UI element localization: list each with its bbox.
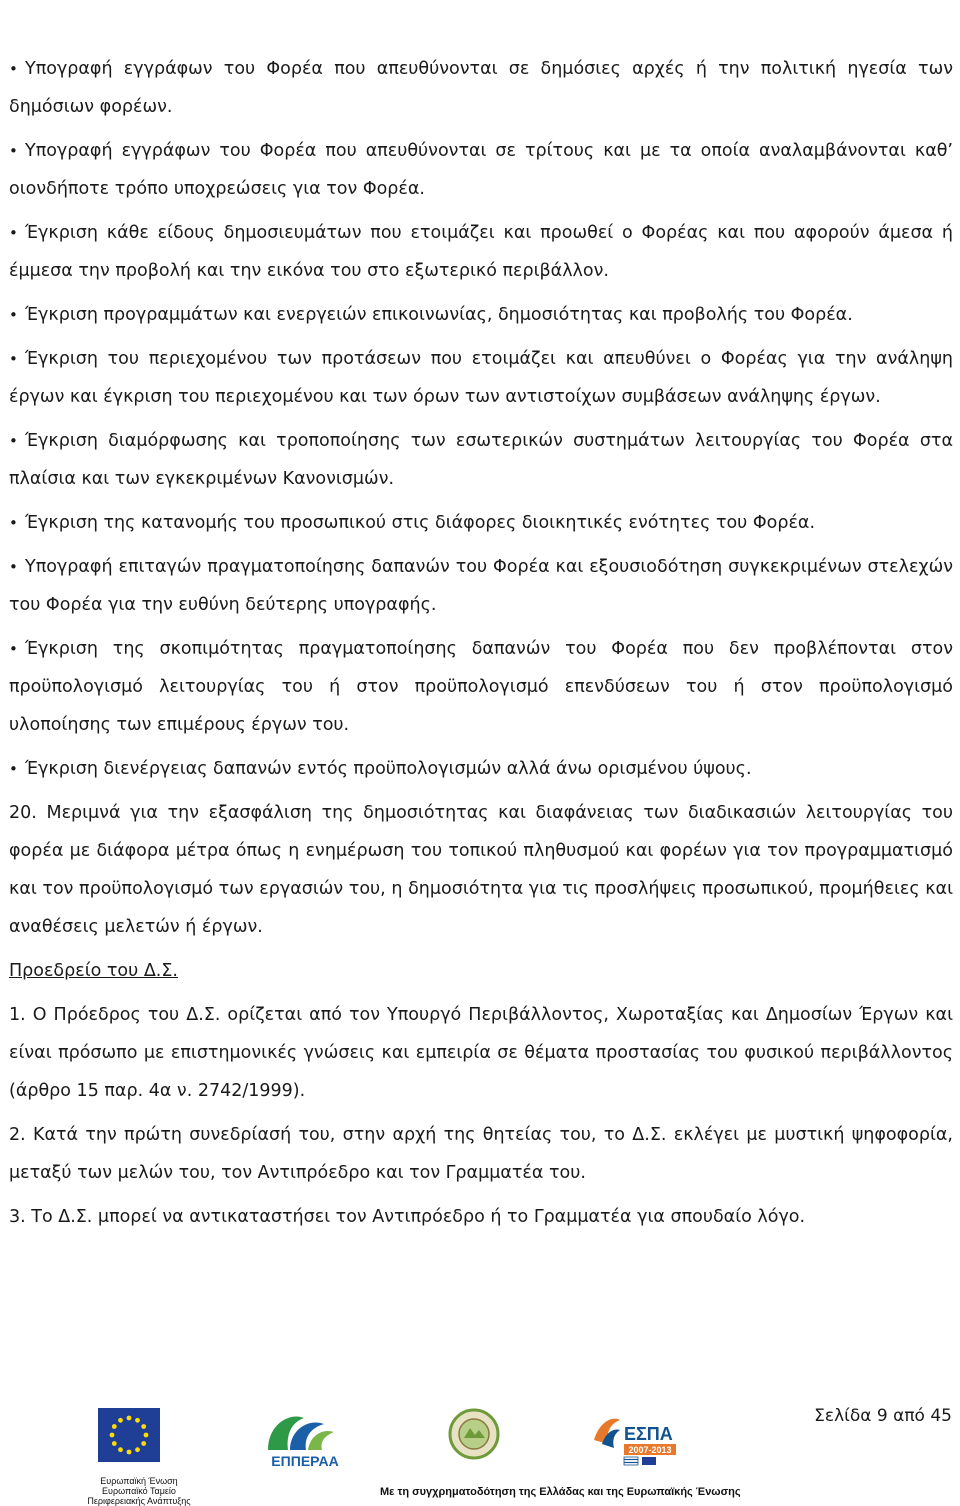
bullet-icon: •: [9, 306, 18, 324]
bullet-icon: •: [9, 350, 18, 368]
eu-star-icon: [112, 1424, 117, 1429]
bullet-icon: •: [9, 760, 18, 778]
bullet-text: Υπογραφή εγγράφων του Φορέα που απευθύνονται σε δημόσιες αρχές ή την πολιτική ηγεσία των δημόσιων φορέων.: [9, 59, 953, 117]
eu-star-icon: [118, 1447, 123, 1452]
eu-star-icon: [127, 1416, 132, 1421]
bullet-text: Υπογραφή επιταγών πραγματοποίησης δαπανών του Φορέα και εξουσιοδότηση συγκεκριμένων στελεχών του Φορέα για την ευθύνη δεύτερης υπογραφής.: [9, 557, 953, 615]
bullet-text: Έγκριση της σκοπιμότητας πραγματοποίησης δαπανών του Φορέα που δεν προβλέπονται στον προϋπολογισμό λειτουργίας του ή στον προϋπολογισμό επενδύσεων του ή στον προϋπολογισμό υλοποίησης των επιμέρους έργων του.: [9, 639, 953, 735]
bullet-item: [9, 132, 953, 208]
bullet-item: [9, 50, 953, 126]
bullet-text: Έγκριση διενέργειας δαπανών εντός προϋπολογισμών αλλά άνω ορισμένου ύψους.: [25, 759, 752, 779]
section-heading: Προεδρείο του Δ.Σ.: [9, 961, 178, 981]
bullet-icon: •: [9, 432, 18, 450]
bullet-text: Έγκριση κάθε είδους δημοσιευμάτων που ετοιμάζει και προωθεί ο Φορέας και που αφορούν άμεσα ή έμμεσα την προβολή και την εικόνα του στο εξωτερικό περιβάλλον.: [9, 223, 953, 281]
bullet-icon: •: [9, 142, 18, 160]
bullet-text: Έγκριση της κατανομής του προσωπικού στις διάφορες διοικητικές ενότητες του Φορέα.: [25, 513, 816, 533]
bullet-text: Υπογραφή εγγράφων του Φορέα που απευθύνονται σε τρίτους και με τα οποία αναλαμβάνονται καθ’ οιονδήποτε τρόπο υποχρεώσεις για τον Φορέα.: [9, 141, 953, 199]
eu-caption-line-3: Περιφερειακής Ανάπτυξης: [87, 1496, 191, 1506]
eu-star-icon: [135, 1418, 140, 1423]
bullet-item: [9, 340, 953, 416]
bullet-item: [9, 750, 953, 788]
paragraph-2: 2. Κατά την πρώτη συνεδρίασή του, στην αρχή της θητείας του, το Δ.Σ. εκλέγει με μυστική ψηφοφορία, μεταξύ των μελών του, τον Αντιπρόεδρο και τον Γραμματέα του.: [9, 1125, 953, 1183]
page-footer: [0, 1400, 960, 1505]
eu-flag-logo: [98, 1408, 160, 1462]
bullet-text: Έγκριση διαμόρφωσης και τροποποίησης των εσωτερικών συστημάτων λειτουργίας του Φορέα στα πλαίσια και των εγκεκριμένων Κανονισμών.: [9, 431, 953, 489]
eu-star-icon: [144, 1433, 149, 1438]
bullet-item: [9, 630, 953, 744]
eu-star-icon: [110, 1433, 115, 1438]
eu-star-icon: [141, 1424, 146, 1429]
cofunding-caption: Με τη συγχρηματοδότηση της Ελλάδας και της Ευρωπαϊκής Ένωσης: [380, 1486, 741, 1498]
page-number: Σελίδα 9 από 45: [814, 1406, 952, 1426]
eu-caption-line-1: Ευρωπαϊκή Ένωση: [100, 1476, 178, 1486]
bullet-icon: •: [9, 60, 18, 78]
bullet-icon: •: [9, 640, 18, 658]
bullet-list: [9, 50, 953, 788]
epperaa-logo: [250, 1404, 360, 1470]
eu-star-icon: [127, 1450, 132, 1455]
item-20-paragraph: 20. Μεριμνά για την εξασφάλιση της δημοσιότητας και διαφάνειας των διαδικασιών λειτουργίας του φορέα με διάφορα μέτρα όπως η ενημέρωση του τοπικού πληθυσμού και φορέων για τον προγραμματισμό και τον προϋπολογισμό των εργασιών του, η δημοσιότητα για τις προσλήψεις προσωπικού, προμήθειες και αναθέσεις μελετών ή έργων.: [9, 803, 953, 937]
paragraph-3: 3. Το Δ.Σ. μπορεί να αντικαταστήσει τον Αντιπρόεδρο ή το Γραμματέα για σπουδαίο λόγο.: [9, 1207, 806, 1227]
document-body: [9, 50, 953, 1242]
bullet-icon: •: [9, 224, 18, 242]
epperaa-text: ΕΠΠΕΡΑΑ: [271, 1453, 339, 1469]
bullet-item: [9, 504, 953, 542]
bullet-icon: •: [9, 514, 18, 532]
bullet-icon: •: [9, 558, 18, 576]
eu-star-icon: [141, 1441, 146, 1446]
eu-star-icon: [118, 1418, 123, 1423]
bullet-item: [9, 422, 953, 498]
eu-star-icon: [135, 1447, 140, 1452]
espa-text: ΕΣΠΑ: [624, 1424, 673, 1444]
eu-caption: [84, 1476, 194, 1506]
eu-star-icon: [112, 1441, 117, 1446]
paragraph-1: 1. Ο Πρόεδρος του Δ.Σ. ορίζεται από τον Υπουργό Περιβάλλοντος, Χωροταξίας και Δημοσίων Έργων και είναι πρόσωπο με επιστημονικές γνώσεις και εμπειρία σε θέματα προστασίας του φυσικού περιβάλλοντος (άρθρο 15 παρ. 4α ν. 2742/1999).: [9, 1005, 953, 1101]
espa-logo: [590, 1410, 680, 1466]
bullet-item: [9, 214, 953, 290]
bullet-text: Έγκριση προγραμμάτων και ενεργειών επικοινωνίας, δημοσιότητας και προβολής του Φορέα.: [25, 305, 853, 325]
bullet-item: [9, 548, 953, 624]
eu-caption-line-2: Ευρωπαϊκό Ταμείο: [102, 1486, 176, 1496]
regional-seal-logo: [448, 1408, 500, 1460]
espa-years: 2007-2013: [628, 1445, 672, 1455]
bullet-item: [9, 296, 953, 334]
bullet-text: Έγκριση του περιεχομένου των προτάσεων που ετοιμάζει και απευθύνει ο Φορέας για την ανάληψη έργων και έγκριση του περιεχομένου και των όρων των αντιστοίχων συμβάσεων ανάληψης έργων.: [9, 349, 953, 407]
